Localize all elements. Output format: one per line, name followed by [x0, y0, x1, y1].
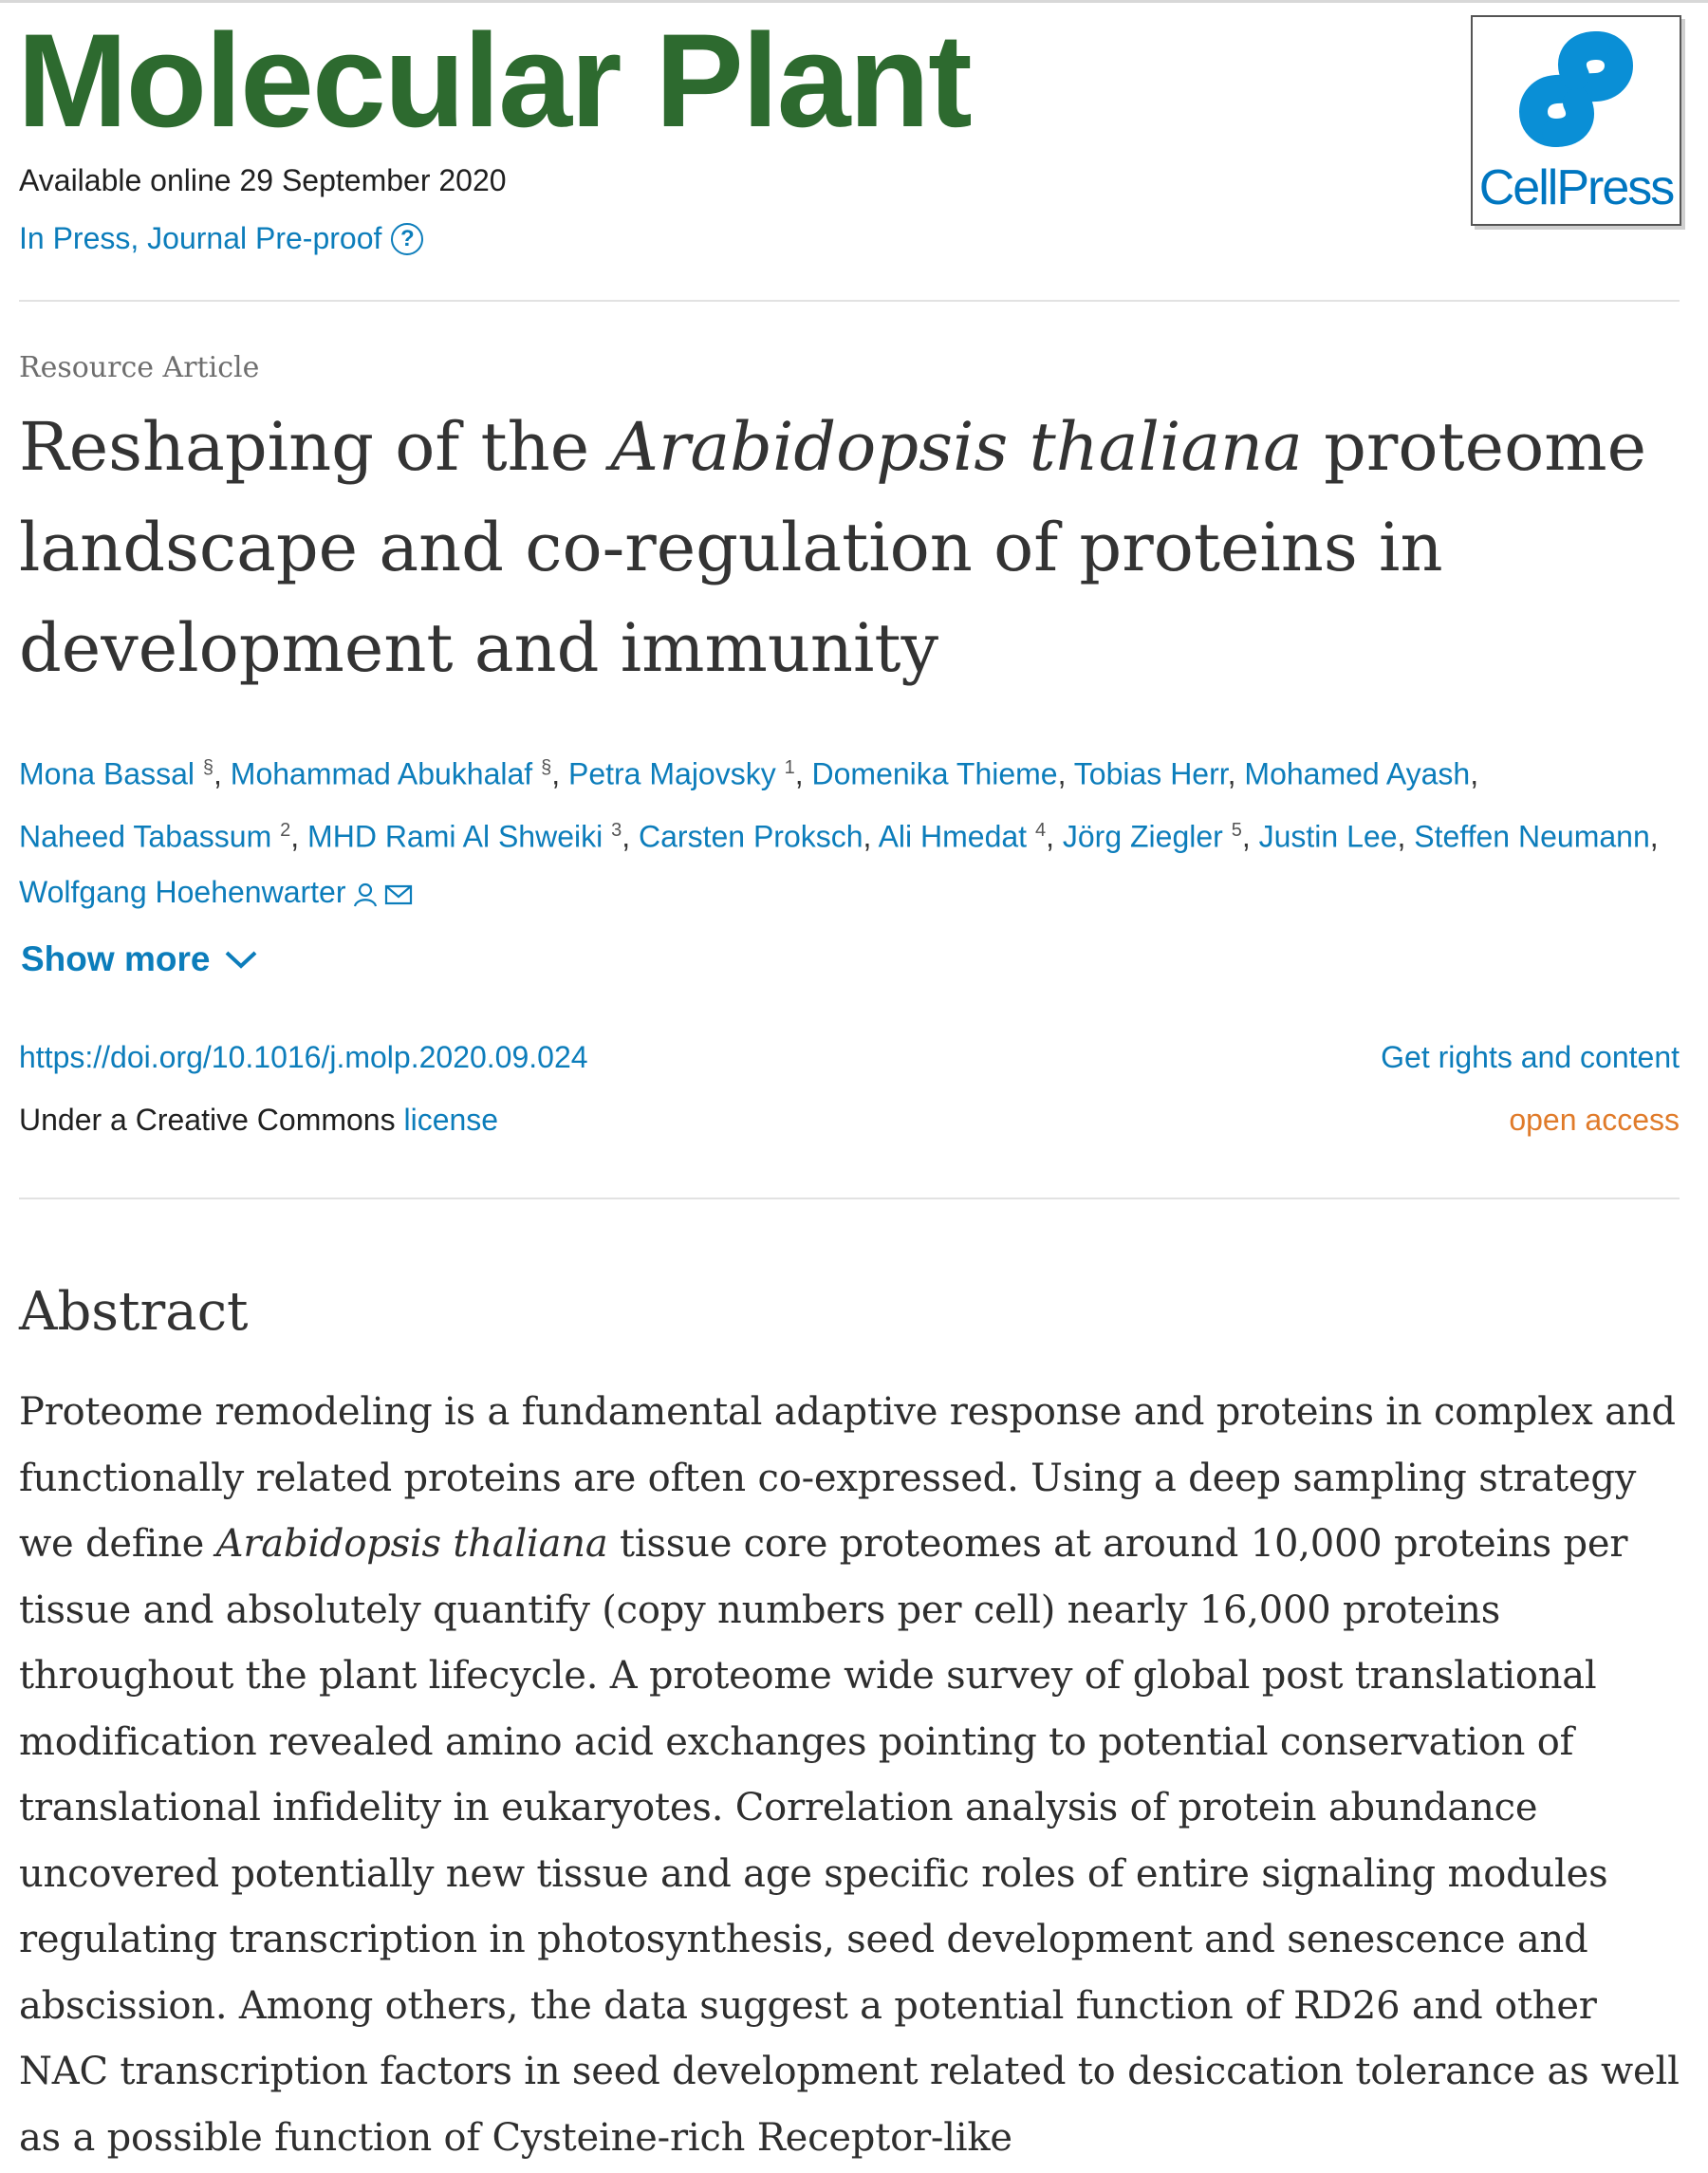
help-icon[interactable]: ? [391, 223, 423, 255]
author-affiliation: § [541, 757, 552, 778]
abstract-heading: Abstract [19, 1281, 249, 1343]
author-affiliation: 5 [1231, 819, 1242, 841]
license-link[interactable]: license [403, 1103, 499, 1137]
chevron-down-icon[interactable] [223, 948, 259, 971]
open-access-badge: open access [1509, 1103, 1680, 1137]
author-link[interactable]: Petra Majovsky [567, 756, 776, 791]
available-online-date: Available online 29 September 2020 [19, 163, 507, 197]
abstract-part-2: tissue core proteomes at around 10,000 proteins per tissue and absolutely quantify (copy numbers per cell) nearly 16,000 proteins throughout the plant lifecycle. A proteome wide survey of global post translational modification revealed amino acid exchanges pointing to potential conservation of translational infidelity in eukaryotes. Correlation analysis of protein abundance uncovered potentially new tissue and age specific roles of entire signaling modules regulating transcription in photosynthesis, seed development and senescence and abscission. Among others, the data suggest a potential function of RD26 and other NAC transcription factors in seed development related to desiccation tolerance as well as a possible function of Cysteine-rich Receptor-like [19, 1522, 1680, 2160]
cellpress-logo-text: CellPress [1478, 160, 1674, 215]
author-link[interactable]: Mohammad Abukhalaf [230, 756, 533, 791]
author-link[interactable]: Naheed Tabassum [19, 819, 272, 854]
author-link[interactable]: MHD Rami Al Shweiki [307, 819, 603, 854]
article-title [19, 397, 1670, 698]
author-link[interactable]: Tobias Herr [1073, 756, 1228, 791]
envelope-icon[interactable] [384, 883, 413, 906]
author-link[interactable]: Ali Hmedat [878, 819, 1028, 854]
doi-link[interactable]: https://doi.org/10.1016/j.molp.2020.09.024 [19, 1040, 588, 1074]
in-press-label[interactable]: In Press, Journal Pre-proof [19, 221, 382, 255]
abstract-part-1: Proteome remodeling is a fundamental adaptive response and proteins in complex and functionally related proteins are often co-expressed. Using a deep sampling strategy we define [19, 1390, 1676, 1566]
cellpress-mark-icon [1509, 27, 1642, 159]
title-part-1: Reshaping of the [19, 408, 611, 486]
author-link[interactable]: Jörg Ziegler [1062, 819, 1223, 854]
license-prefix: Under a Creative Commons [19, 1103, 404, 1137]
divider [19, 300, 1680, 302]
author-link[interactable]: Mohamed Ayash [1244, 756, 1471, 791]
top-border [0, 0, 1708, 3]
author-link[interactable]: Carsten Proksch [639, 819, 863, 854]
article-type: Resource Article [19, 351, 260, 384]
abstract-text [19, 1380, 1689, 2171]
author-affiliation: 2 [280, 819, 291, 841]
author-link[interactable]: Domenika Thieme [811, 756, 1058, 791]
in-press-link[interactable] [19, 221, 423, 256]
author-link[interactable]: Wolfgang Hoehenwarter [19, 875, 346, 910]
license-line [19, 1103, 498, 1138]
divider [19, 1198, 1680, 1199]
person-icon[interactable] [352, 882, 379, 908]
author-affiliation: 3 [611, 819, 622, 841]
abstract-species: Arabidopsis thaliana [215, 1522, 608, 1566]
journal-title[interactable]: Molecular Plant [17, 6, 971, 155]
author-affiliation: § [202, 757, 214, 778]
author-link[interactable]: Mona Bassal [19, 756, 195, 791]
author-link[interactable]: Justin Lee [1258, 819, 1398, 854]
author-affiliation: 1 [784, 757, 795, 778]
author-affiliation: 4 [1034, 819, 1047, 841]
author-list: Mona Bassal §, Mohammad Abukhalaf §, Petra Majovsky $^1$, Domenika Thieme, Tobias Herr, Mohamed Ayash, Naheed Tabassum $^2$, MHD Rami Al Shweiki $^3$, Carsten Proksch, Ali Hmedat $^4$, Jörg Ziegler $^5$, Justin Lee, Steffen Neumann, Wolfgang Hoehenwarter [19, 756, 1659, 910]
title-species: Arabidopsis thaliana [610, 408, 1303, 486]
show-more-button[interactable] [21, 939, 259, 979]
author-link[interactable]: Steffen Neumann [1414, 819, 1650, 854]
title-part-2: proteome landscape and co-regulation of proteins in development and immunity [19, 408, 1647, 687]
get-rights-link[interactable]: Get rights and content [1381, 1040, 1680, 1074]
show-more-label[interactable]: Show more [21, 939, 211, 978]
cellpress-logo[interactable] [1471, 15, 1681, 226]
